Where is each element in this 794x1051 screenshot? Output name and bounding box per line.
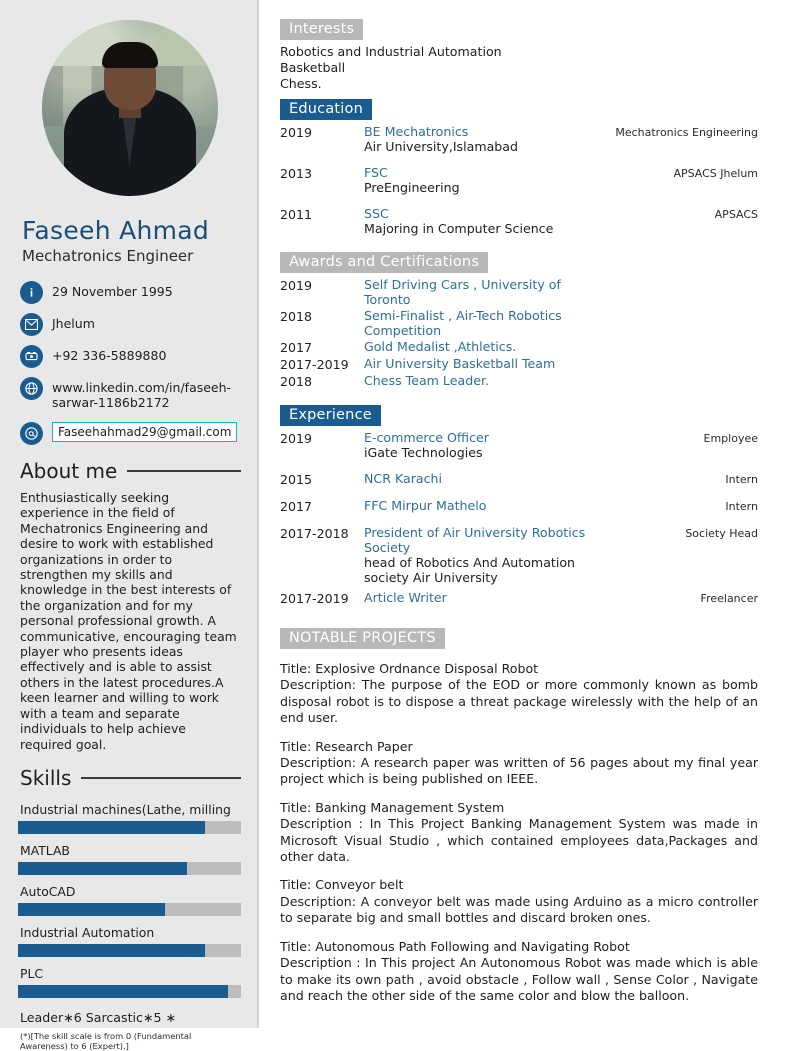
row-title: Semi-Finalist , Air-Tech Robotics Competition [364,308,562,338]
contact-text: Jhelum [52,316,95,331]
row-detail [364,206,608,241]
row-year: 2017-2019 [280,357,349,372]
skill-bar-fill [18,821,205,834]
skill-label: PLC [20,965,44,981]
row-title: FFC Mirpur Mathelo [364,498,487,513]
row-subtitle: Air University,Islamabad [364,139,519,154]
section-badge-experience: Experience [280,405,381,426]
row-title: Self Driving Cars , University of Toronto [364,277,561,307]
contact-row-linkedin[interactable] [20,377,241,410]
email-value[interactable]: Faseehahmad29@gmail.com [52,422,237,442]
skill-item [18,802,241,834]
section-experience [280,404,758,611]
section-badge-interests: Interests [280,19,363,40]
row-right-label: Employee [703,432,758,445]
row-title: Chess Team Leader. [364,373,489,388]
row-title: Gold Medalist ,Athletics. [364,339,517,354]
project-item [280,739,758,788]
row-detail [364,373,608,390]
section-heading-skills [20,766,241,790]
table-row [280,206,758,241]
contact-list [20,281,241,445]
about-text: Enthusiastically seeking experience in the field of Mechatronics Engineering and desire to work with established organizations in order to strengthen my skills and knowledge in the best interests of the organization and for my personal professional growth. A communicative, encouraging team player who presents ideas effectively and is able to assist others in the latest procedures.A keen learner and willing to work with a team and separate individuals to help achieve required goal. [20,490,237,752]
awards-table [280,277,758,390]
row-right-label: Freelancer [700,592,758,605]
row-title: SSC [364,206,389,221]
row-right-label: Intern [725,473,758,486]
skill-bar [18,821,241,834]
page-title: Faseeh Ahmad [22,216,210,245]
table-row [280,308,758,339]
info-icon [20,281,43,304]
project-title: Title: Explosive Ordnance Disposal Robot [280,661,539,676]
row-year: 2018 [280,309,313,324]
contact-text: www.linkedin.com/in/faseeh-sarwar-1186b2172 [52,380,232,410]
row-detail [364,356,608,373]
interest-item: Robotics and Industrial Automation [280,44,502,59]
table-row [280,373,758,390]
skills-list [18,802,241,998]
project-item [280,661,758,727]
project-title: Title: Research Paper [280,738,413,754]
job-role: Mechatronics Engineer [22,247,194,265]
table-row [280,339,758,356]
row-year: 2011 [280,207,313,222]
row-year: 2017 [280,340,313,355]
phone-icon [20,345,43,368]
section-heading-about [20,459,241,483]
row-title: Air University Basketball Team [364,356,556,371]
project-title: Title: Banking Management System [280,799,505,815]
section-interests [280,18,758,92]
skill-label: AutoCAD [20,883,76,899]
row-detail [364,277,608,308]
contact-row-city [20,313,241,336]
row-right-label: Mechatronics Engineering [615,126,758,139]
table-row [280,430,758,471]
contact-row-email[interactable] [20,422,241,445]
section-education [280,98,758,241]
row-right-label [608,356,758,373]
section-badge-projects: NOTABLE PROJECTS [280,628,445,649]
row-right-label: APSACS [714,208,758,221]
skill-bar-fill [18,944,205,957]
project-description: Description: A research paper was written of 56 pages about my final year project which is being published on IEEE. [280,755,758,787]
project-description: Description: The purpose of the EOD or more commonly known as bomb disposal robot is to dispose a threat package wirelessly with the help of an end user. [280,677,758,726]
skill-label: MATLAB [20,842,70,858]
globe-icon [20,377,43,400]
row-right-label [608,339,758,356]
contact-row-birthdate [20,281,241,304]
row-year: 2019 [280,278,313,293]
interest-item: Chess. [280,76,322,91]
row-right-label [608,277,758,308]
row-detail [364,339,608,356]
experience-table [280,430,758,611]
skills-title: Skills [20,765,72,790]
contact-text: +92 336-5889880 [52,348,167,363]
row-subtitle: head of Robotics And Automation society Air University [364,555,576,585]
row-subtitle: iGate Technologies [364,445,483,460]
row-title: President of Air University Robotics Society [364,525,586,555]
row-detail [364,590,608,611]
skill-bar-fill [18,985,228,998]
mail-icon [20,313,43,336]
row-year: 2018 [280,374,313,389]
skill-bar [18,944,241,957]
row-right-label [608,308,758,339]
row-title: BE Mechatronics [364,124,469,139]
divider [81,777,241,779]
skill-bar-fill [18,862,187,875]
project-item [280,939,758,1005]
section-badge-education: Education [280,99,372,120]
row-right-label: Intern [725,500,758,513]
row-year: 2015 [280,472,313,487]
row-year: 2017 [280,499,313,514]
row-subtitle: Majoring in Computer Science [364,221,554,236]
table-row [280,356,758,373]
row-title: FSC [364,165,388,180]
project-description: Description: A conveyor belt was made using Arduino as a micro controller to separate big and small bottles and discard broken ones. [280,893,758,926]
row-right-label: Society Head [685,527,758,540]
skill-bar [18,862,241,875]
contact-text: 29 November 1995 [52,284,173,299]
row-year: 2019 [280,125,313,140]
table-row [280,277,758,308]
skill-label: Industrial machines(Lathe, milling [20,801,231,817]
skill-bar [18,903,241,916]
project-description: Description : In This project An Autonomous Robot was made which is able to make its own path , avoid obstacle , Follow wall , Sense Color , Navigate and reach the other side of the same color and blow the balloon. [280,955,758,1003]
row-right-label [608,373,758,390]
row-year: 2017-2019 [280,591,349,606]
avatar-hair [102,42,158,68]
project-description: Description : In This Project Banking Management System was made in Microsoft Visual Studio , which contained employees data,Packages and other data. [280,816,758,865]
sidebar [0,0,259,1051]
skill-item [18,966,241,998]
education-table [280,124,758,241]
contact-row-phone [20,345,241,368]
project-title: Title: Conveyor belt [280,877,404,893]
project-title: Title: Autonomous Path Following and Navigating Robot [280,938,630,954]
avatar [42,20,218,196]
skill-scale-footnote: (*)[The skill scale is from 0 (Fundamental Awareness) to 6 (Expert).] [20,1030,192,1051]
section-awards [280,251,758,390]
table-row [280,165,758,206]
section-projects [280,627,758,1004]
row-year: 2019 [280,431,313,446]
row-subtitle: PreEngineering [364,180,460,195]
row-title: E-commerce Officer [364,430,489,445]
leader-line: Leader∗6 Sarcastic∗5 ∗ [20,1009,177,1025]
interest-item: Basketball [280,60,346,75]
table-row [280,471,758,498]
row-detail [364,308,608,339]
row-detail [364,471,608,498]
at-icon [20,422,43,445]
skill-item [18,925,241,957]
table-row [280,590,758,611]
row-right-label: APSACS Jhelum [673,167,758,180]
row-detail [364,124,608,165]
divider [127,470,241,472]
skill-bar-fill [18,903,165,916]
row-title: NCR Karachi [364,471,443,486]
row-detail [364,165,608,206]
row-title: Article Writer [364,590,447,605]
project-item [280,877,758,926]
row-year: 2013 [280,166,313,181]
section-badge-awards: Awards and Certifications [280,252,488,273]
row-detail [364,430,608,471]
project-item [280,800,758,866]
skill-item [18,843,241,875]
row-detail [364,525,608,590]
table-row [280,124,758,165]
skill-label: Industrial Automation [20,924,155,940]
skill-bar [18,985,241,998]
skill-item [18,884,241,916]
row-detail [364,498,608,525]
row-year: 2017-2018 [280,526,349,541]
main-content [259,0,794,1028]
about-title: About me [20,459,118,483]
table-row [280,498,758,525]
table-row [280,525,758,590]
